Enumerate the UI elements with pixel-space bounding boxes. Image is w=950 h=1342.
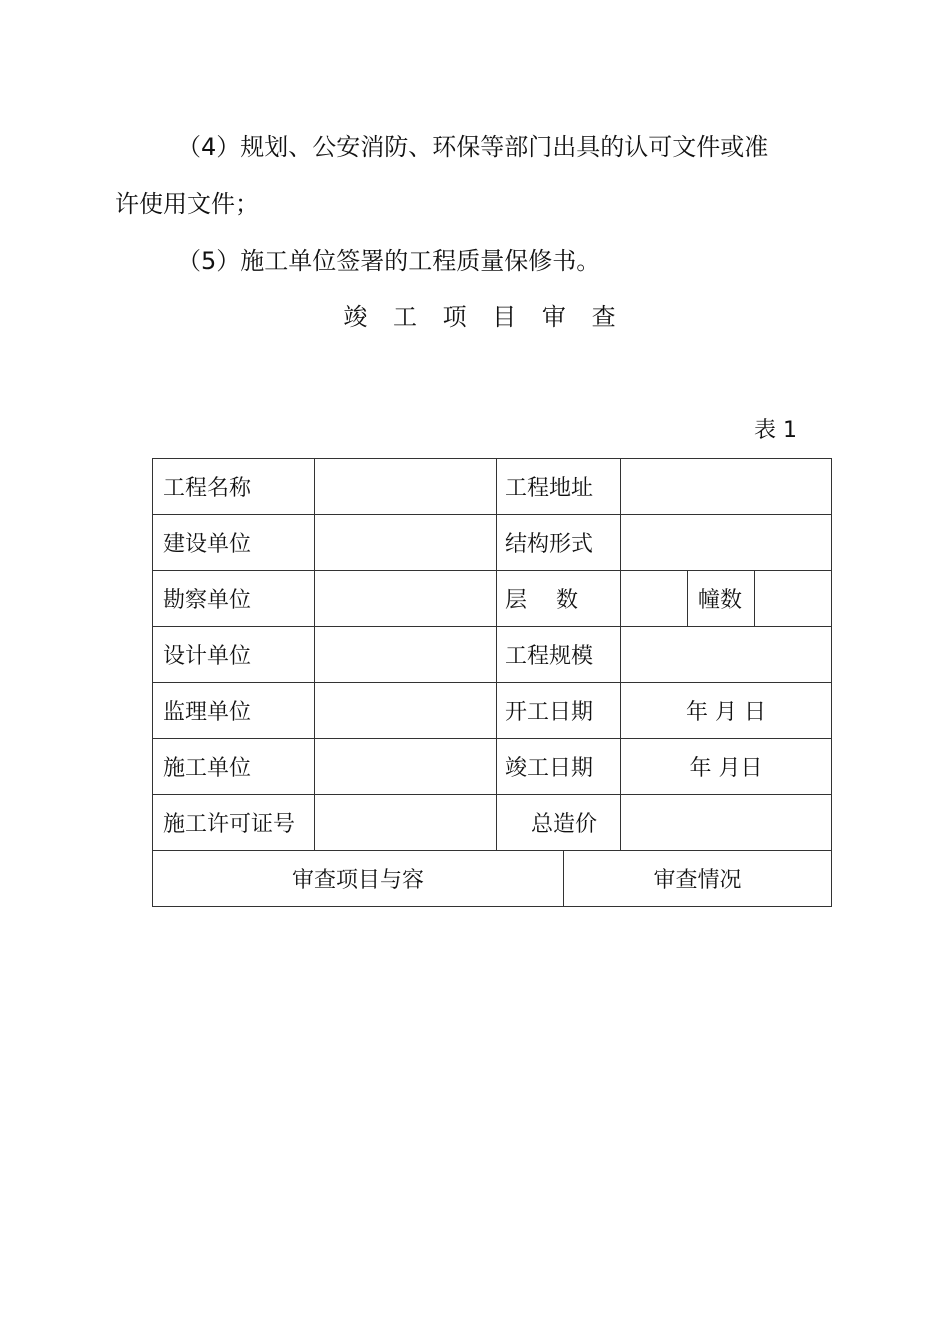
- paragraph-item-4-line-1: （4）规划、公安消防、环保等部门出具的认可文件或准: [177, 133, 769, 161]
- floors-value[interactable]: [621, 571, 688, 627]
- supervision-label: 监理单位: [153, 683, 315, 739]
- review-status-header: 审查情况: [564, 851, 832, 907]
- completion-date-value[interactable]: 年 月日: [621, 739, 832, 795]
- paragraph-item-4-line-2: 许使用文件；: [115, 190, 259, 218]
- completion-date-label: 竣工日期: [497, 739, 621, 795]
- builder-value[interactable]: [315, 515, 497, 571]
- table-row: [153, 739, 832, 795]
- table-row: [153, 459, 832, 515]
- structure-label: 结构形式: [497, 515, 621, 571]
- project-address-value[interactable]: [621, 459, 832, 515]
- scale-label: 工程规模: [497, 627, 621, 683]
- contractor-value[interactable]: [315, 739, 497, 795]
- paragraph-item-5: （5）施工单位签署的工程质量保修书。: [177, 247, 601, 275]
- design-label: 设计单位: [153, 627, 315, 683]
- project-name-value[interactable]: [315, 459, 497, 515]
- table-row: [153, 627, 832, 683]
- scale-value[interactable]: [621, 627, 832, 683]
- start-date-label: 开工日期: [497, 683, 621, 739]
- builder-label: 建设单位: [153, 515, 315, 571]
- supervision-value[interactable]: [315, 683, 497, 739]
- total-cost-label: 总造价: [497, 795, 621, 851]
- buildings-label: 幢数: [688, 571, 755, 627]
- total-cost-value[interactable]: [621, 795, 832, 851]
- structure-value[interactable]: [621, 515, 832, 571]
- review-items-header: 审查项目与容: [153, 851, 564, 907]
- start-date-value[interactable]: 年 月 日: [621, 683, 832, 739]
- table-row: [153, 795, 832, 851]
- survey-label: 勘察单位: [153, 571, 315, 627]
- design-value[interactable]: [315, 627, 497, 683]
- table-row: [153, 515, 832, 571]
- table-number: 表 1: [754, 418, 797, 443]
- completion-review-grid: [152, 458, 832, 907]
- table-row: [153, 851, 832, 907]
- floors-label: 层 数: [497, 571, 621, 627]
- table-row: [153, 571, 832, 627]
- buildings-value[interactable]: [755, 571, 832, 627]
- project-name-label: 工程名称: [153, 459, 315, 515]
- section-title: 竣 工 项 目 审 查: [343, 303, 625, 331]
- permit-label: 施工许可证号: [153, 795, 315, 851]
- permit-value[interactable]: [315, 795, 497, 851]
- contractor-label: 施工单位: [153, 739, 315, 795]
- project-address-label: 工程地址: [497, 459, 621, 515]
- table-row: [153, 683, 832, 739]
- survey-value[interactable]: [315, 571, 497, 627]
